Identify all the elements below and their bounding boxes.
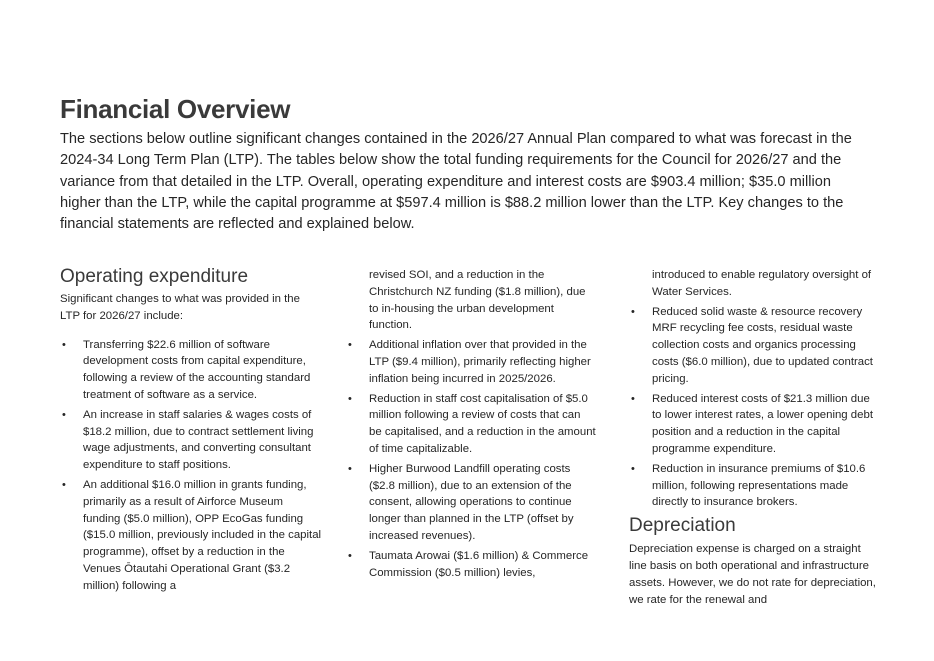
list-item-continuation: introduced to enable regulatory oversight of Water Services. xyxy=(652,269,872,298)
bullet-icon: • xyxy=(348,339,352,352)
list-item: • An additional $16.0 million in grants funding, primarily as a result of Airforce Museum funding ($5.0 million), OPP EcoGas funding ($15.0 million, previously included in the capital programme), offset by a reduction in the Venues Ōtautahi Operational Grant ($3.2 million) following a xyxy=(62,478,322,592)
operating-expenditure-heading: Operating expenditure xyxy=(60,266,249,287)
list-item: • Reduced interest costs of $21.3 million due to lower interest rates, a lower opening debt position and a reduction in the capital programme expenditure. xyxy=(631,392,873,455)
list-item: • Reduced solid waste & resource recovery MRF recycling fee costs, residual waste collection costs and organics processing costs ($6.0 million), due to updated contract pricing. xyxy=(631,305,873,385)
operating-list-col1 xyxy=(60,337,322,595)
bullet-icon: • xyxy=(62,408,66,421)
operating-lead-text: Significant changes to what was provided in the LTP for 2026/27 include: xyxy=(60,293,300,322)
list-item: • Transferring $22.6 million of software development costs from capital expenditure, following a review of the accounting standard treatment of software as a service. xyxy=(62,338,311,401)
operating-list-col2 xyxy=(346,337,596,581)
bullet-icon: • xyxy=(631,392,635,405)
list-item-continuation: revised SOI, and a reduction in the Christchurch NZ funding ($1.8 million), due to in-housing the urban development function. xyxy=(369,269,586,332)
page-title: Financial Overview xyxy=(60,94,291,124)
list-item: • Reduction in insurance premiums of $10.6 million, following representations made directly to insurance brokers. xyxy=(631,462,866,509)
bullet-icon: • xyxy=(62,338,66,351)
bullet-icon: • xyxy=(631,305,635,318)
column-2 xyxy=(346,267,596,584)
operating-list-col3 xyxy=(629,304,881,512)
column-3 xyxy=(629,267,881,608)
list-item: • Additional inflation over that provided in the LTP ($9.4 million), primarily reflecting higher inflation being incurred in 2025/2026. xyxy=(348,339,591,385)
intro-paragraph: The sections below outline significant changes contained in the 2026/27 Annual Plan compared to what was forecast in the 2024-34 Long Term Plan (LTP). The tables below show the total funding requirements for the Council for 2026/27 and the variance from that detailed in the LTP. Overall, operating expenditure and interest costs are $903.4 million; $35.0 million higher than the LTP, while the capital programme at $597.4 million is $88.2 million lower than the LTP. Key changes to the financial statements are reflected and explained below. xyxy=(60,131,852,233)
bullet-icon: • xyxy=(348,462,352,475)
bullet-icon: • xyxy=(62,478,66,491)
list-item: • Reduction in staff cost capitalisation of $5.0 million following a review of costs that can be capitalised, and a reduction in the amount of time capitalizable. xyxy=(348,392,596,455)
depreciation-heading: Depreciation xyxy=(629,515,736,537)
list-item: • Higher Burwood Landfill operating costs ($2.8 million), due to an extension of the consent, allowing operations to continue longer than planned in the LTP (offset by increased revenues). xyxy=(348,462,574,542)
list-item: • Taumata Arowai ($1.6 million) & Commerce Commission ($0.5 million) levies, xyxy=(348,549,589,579)
bullet-icon: • xyxy=(631,462,635,475)
list-item: • An increase in staff salaries & wages costs of $18.2 million, due to contract settlement living wage adjustments, and converting consultant expenditure to staff positions. xyxy=(62,408,314,472)
bullet-icon: • xyxy=(348,549,352,562)
bullet-icon: • xyxy=(348,392,352,405)
column-1 xyxy=(60,265,322,598)
depreciation-text: Depreciation expense is charged on a straight line basis on both operational and infrastructure assets. However, we do not rate for depreciation, we rate for the renewal and xyxy=(629,543,876,606)
